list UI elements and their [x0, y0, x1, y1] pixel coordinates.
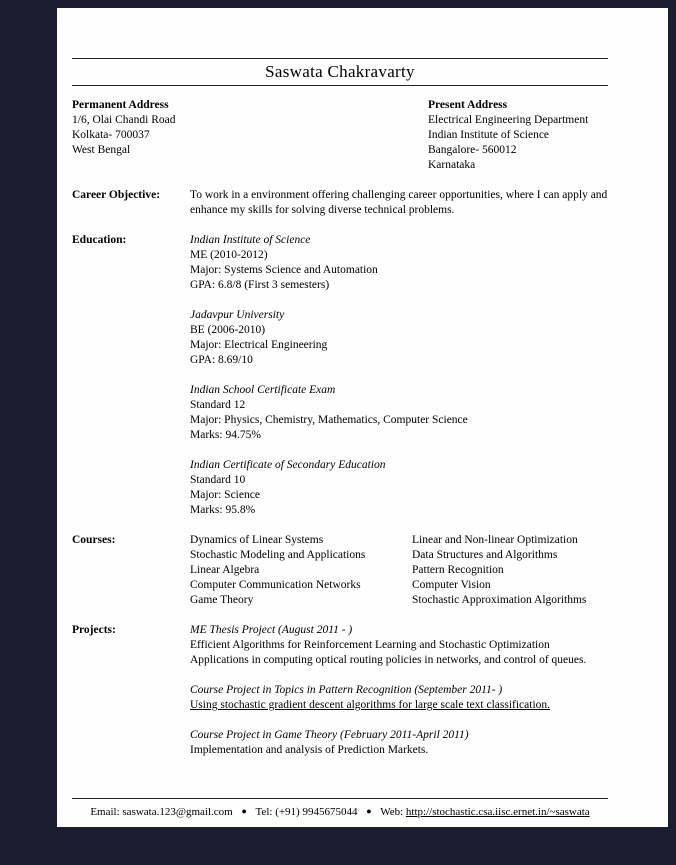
- education-entries: [190, 233, 608, 518]
- resume-page: [57, 8, 668, 827]
- course-item: Computer Communication Networks: [190, 579, 361, 591]
- present-address-label: Present Address: [428, 99, 508, 111]
- footer: [72, 798, 608, 819]
- permanent-address: [72, 98, 428, 173]
- career-objective-text: To work in a environment offering challenging career opportunities, where I can apply and enhance my skills for solving diverse technical problems.: [190, 189, 608, 216]
- project-entry: [190, 728, 608, 758]
- address-line: Kolkata- 700037: [72, 129, 150, 141]
- education-entry: [190, 383, 608, 443]
- project-entry: [190, 683, 608, 713]
- courses-label: Courses:: [72, 534, 116, 546]
- bullet-separator: ●: [241, 806, 247, 816]
- course-item: Linear Algebra: [190, 564, 260, 576]
- education-label: Education:: [72, 234, 127, 246]
- education-school: Indian School Certificate Exam: [190, 384, 336, 396]
- tel-label: Tel:: [255, 806, 273, 818]
- page-title: Saswata Chakravarty: [265, 62, 415, 81]
- section-projects: [72, 623, 608, 758]
- address-line: 1/6, Olai Chandi Road: [72, 114, 176, 126]
- education-degree-line: ME (2010-2012): [190, 249, 268, 261]
- education-degree-line: Standard 10: [190, 474, 246, 486]
- courses-column-left: [190, 533, 412, 608]
- header-bottom-rule: [72, 85, 608, 86]
- course-item: Pattern Recognition: [412, 564, 504, 576]
- permanent-address-label: Permanent Address: [72, 99, 169, 111]
- course-item: Data Structures and Algorithms: [412, 549, 558, 561]
- education-school: Indian Certificate of Secondary Education: [190, 459, 386, 471]
- section-courses: [72, 533, 608, 608]
- email-link[interactable]: saswata.123@gmail.com: [122, 806, 233, 818]
- education-score-line: Marks: 94.75%: [190, 429, 261, 441]
- tel-value: (+91) 9945675044: [275, 806, 358, 818]
- footer-contact-line: [72, 804, 608, 819]
- education-entry: [190, 308, 608, 368]
- course-item: Game Theory: [190, 594, 254, 606]
- course-item: Stochastic Approximation Algorithms: [412, 594, 587, 606]
- education-entry: [190, 458, 608, 518]
- education-major-line: Major: Electrical Engineering: [190, 339, 328, 351]
- email-label: Email:: [90, 806, 120, 818]
- course-item: Stochastic Modeling and Applications: [190, 549, 366, 561]
- course-item: Computer Vision: [412, 579, 491, 591]
- education-degree-line: Standard 12: [190, 399, 246, 411]
- web-link[interactable]: http://stochastic.csa.iisc.ernet.in/~saswata: [405, 806, 590, 818]
- project-entry: [190, 623, 608, 668]
- course-item: Dynamics of Linear Systems: [190, 534, 324, 546]
- web-label: Web:: [380, 806, 404, 818]
- education-degree-line: BE (2006-2010): [190, 324, 266, 336]
- section-career-objective: [72, 188, 608, 218]
- address-line: Karnataka: [428, 159, 476, 171]
- section-education: [72, 233, 608, 518]
- addresses-block: [72, 98, 608, 173]
- bullet-separator: ●: [366, 806, 372, 816]
- project-description: Using stochastic gradient descent algorithms for large scale text classification.: [190, 699, 551, 711]
- present-address: [428, 98, 608, 173]
- project-title: ME Thesis Project (August 2011 - ): [190, 624, 353, 636]
- education-school: Indian Institute of Science: [190, 234, 311, 246]
- education-school: Jadavpur University: [190, 309, 285, 321]
- education-score-line: Marks: 95.8%: [190, 504, 256, 516]
- address-line: Indian Institute of Science: [428, 129, 550, 141]
- address-line: Bangalore- 560012: [428, 144, 517, 156]
- education-major-line: Major: Science: [190, 489, 260, 501]
- education-entry: [190, 233, 608, 293]
- project-title: Course Project in Topics in Pattern Recognition (September 2011- ): [190, 684, 503, 696]
- education-major-line: Major: Systems Science and Automation: [190, 264, 378, 276]
- career-objective-label: Career Objective:: [72, 189, 161, 201]
- projects-label: Projects:: [72, 624, 116, 636]
- courses-column-right: [412, 533, 586, 608]
- education-score-line: GPA: 6.8/8 (First 3 semesters): [190, 279, 330, 291]
- project-description: Efficient Algorithms for Reinforcement Learning and Stochastic Optimization Applications in computing optical routing policies in networks, and control of queues.: [190, 639, 587, 666]
- education-score-line: GPA: 8.69/10: [190, 354, 253, 366]
- project-description: Implementation and analysis of Prediction Markets.: [190, 744, 429, 756]
- education-major-line: Major: Physics, Chemistry, Mathematics, Computer Science: [190, 414, 468, 426]
- address-line: West Bengal: [72, 144, 131, 156]
- header-top-rule: [72, 58, 608, 59]
- address-line: Electrical Engineering Department: [428, 114, 589, 126]
- project-title: Course Project in Game Theory (February 2011-April 2011): [190, 729, 469, 741]
- courses-columns: [190, 533, 608, 608]
- course-item: Linear and Non-linear Optimization: [412, 534, 578, 546]
- footer-rule: [72, 798, 608, 799]
- project-entries: [190, 623, 608, 758]
